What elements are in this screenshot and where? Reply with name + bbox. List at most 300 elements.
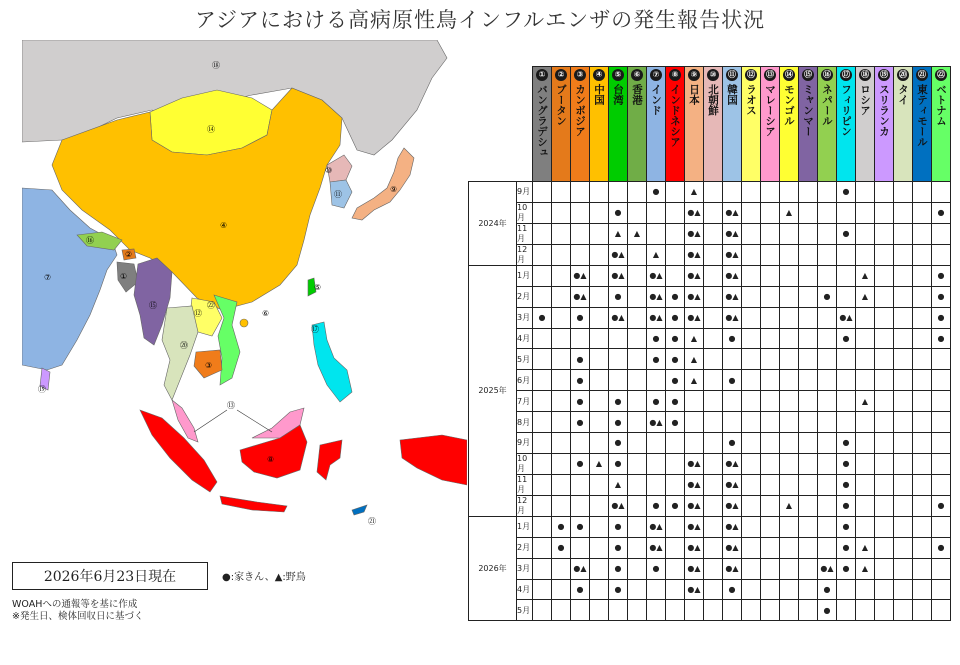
outbreak-cell [742, 349, 761, 370]
country-name: インド [650, 84, 662, 116]
outbreak-cell: ●▲ [685, 558, 704, 579]
outbreak-cell [780, 453, 799, 474]
outbreak-cell [799, 182, 818, 203]
outbreak-cell [913, 495, 932, 516]
outbreak-cell [666, 202, 685, 223]
outbreak-cell: ●▲ [609, 495, 628, 516]
outbreak-cell [628, 495, 647, 516]
outbreak-cell [818, 182, 837, 203]
outbreak-cell [628, 244, 647, 265]
table-row [469, 412, 951, 433]
outbreak-cell [590, 182, 609, 203]
outbreak-cell [666, 474, 685, 495]
country-header [761, 67, 780, 182]
outbreak-cell [723, 600, 742, 621]
outbreak-cell: ●▲ [685, 453, 704, 474]
country-name: ネパール [821, 84, 833, 126]
outbreak-cell [913, 453, 932, 474]
country-header-inner [685, 67, 703, 105]
region-hong-kong [240, 319, 248, 327]
outbreak-cell [894, 600, 913, 621]
outbreak-cell: ●▲ [685, 307, 704, 328]
country-header [742, 67, 761, 182]
outbreak-cell [609, 600, 628, 621]
outbreak-cell [552, 202, 571, 223]
outbreak-cell [818, 391, 837, 412]
outbreak-grid [468, 66, 951, 621]
outbreak-cell [647, 202, 666, 223]
outbreak-cell [704, 391, 723, 412]
outbreak-cell [666, 433, 685, 454]
country-header-inner [799, 67, 817, 137]
country-header-inner [628, 67, 646, 105]
outbreak-cell [704, 600, 723, 621]
year-label: 2026年 [469, 516, 517, 620]
outbreak-cell [742, 453, 761, 474]
outbreak-cell [628, 307, 647, 328]
outbreak-cell [875, 558, 894, 579]
country-number: ⑪ [728, 70, 736, 79]
outbreak-cell: ▲ [685, 349, 704, 370]
outbreak-cell: ▲ [856, 286, 875, 307]
outbreak-cell [799, 558, 818, 579]
outbreak-cell [894, 307, 913, 328]
outbreak-cell [761, 244, 780, 265]
outbreak-cell [647, 433, 666, 454]
country-header [647, 67, 666, 182]
country-header [571, 67, 590, 182]
country-header-inner [818, 67, 836, 126]
outbreak-cell [704, 495, 723, 516]
outbreak-cell [913, 286, 932, 307]
outbreak-cell [647, 453, 666, 474]
outbreak-cell [628, 474, 647, 495]
month-label: 4月 [517, 328, 533, 349]
month-label: 8月 [517, 412, 533, 433]
country-header-inner [571, 67, 589, 137]
outbreak-cell [894, 537, 913, 558]
outbreak-cell: ●▲ [685, 579, 704, 600]
outbreak-cell [723, 412, 742, 433]
outbreak-cell [666, 516, 685, 537]
outbreak-cell: ● [818, 579, 837, 600]
outbreak-cell [875, 433, 894, 454]
table-row [469, 537, 951, 558]
outbreak-cell [628, 202, 647, 223]
outbreak-cell [875, 244, 894, 265]
outbreak-cell: ●▲ [685, 202, 704, 223]
outbreak-cell: ●▲ [723, 474, 742, 495]
country-name: マレーシア [764, 84, 776, 137]
country-number: ⑥ [631, 69, 643, 81]
table-row [469, 202, 951, 223]
outbreak-cell [856, 244, 875, 265]
outbreak-cell [875, 391, 894, 412]
outbreak-cell [856, 495, 875, 516]
outbreak-cell [666, 537, 685, 558]
map-label-india: ⑦ [44, 273, 52, 282]
country-number: ㉑ [918, 70, 926, 79]
outbreak-cell [761, 433, 780, 454]
outbreak-cell: ● [647, 182, 666, 203]
outbreak-cell [780, 286, 799, 307]
outbreak-cell [837, 579, 856, 600]
outbreak-cell [875, 516, 894, 537]
country-number: ⑦ [650, 69, 662, 81]
country-name: バングラデシュ [536, 84, 548, 158]
outbreak-cell [609, 349, 628, 370]
outbreak-cell [932, 349, 951, 370]
country-name: 香港 [631, 84, 643, 105]
outbreak-cell [856, 433, 875, 454]
map-label-vietnam: ㉒ [207, 301, 215, 310]
outbreak-cell: ● [723, 433, 742, 454]
country-header [704, 67, 723, 182]
outbreak-cell [875, 223, 894, 244]
outbreak-cell [761, 223, 780, 244]
outbreak-cell [609, 182, 628, 203]
outbreak-cell: ▲ [685, 182, 704, 203]
outbreak-cell: ● [609, 453, 628, 474]
outbreak-cell [628, 453, 647, 474]
outbreak-cell [647, 370, 666, 391]
month-label: 9月 [517, 182, 533, 203]
outbreak-cell [704, 558, 723, 579]
outbreak-cell [894, 328, 913, 349]
country-name: スリランカ [878, 84, 890, 137]
outbreak-cell: ● [837, 474, 856, 495]
outbreak-cell [571, 202, 590, 223]
outbreak-cell [780, 307, 799, 328]
source-note: WOAHへの通報等を基に作成 [12, 599, 138, 610]
outbreak-cell: ● [837, 182, 856, 203]
outbreak-cell [552, 412, 571, 433]
outbreak-cell [799, 579, 818, 600]
outbreak-cell [894, 182, 913, 203]
outbreak-cell [666, 182, 685, 203]
outbreak-cell [666, 558, 685, 579]
outbreak-cell [894, 516, 913, 537]
outbreak-cell [742, 370, 761, 391]
outbreak-cell: ● [723, 370, 742, 391]
country-number: ⑲ [880, 70, 888, 79]
outbreak-cell [894, 244, 913, 265]
country-header [723, 67, 742, 182]
month-label: 10月 [517, 453, 533, 474]
outbreak-cell [913, 474, 932, 495]
outbreak-cell [780, 474, 799, 495]
outbreak-cell [932, 244, 951, 265]
outbreak-cell: ●▲ [723, 453, 742, 474]
outbreak-cell [780, 391, 799, 412]
map-label-sri-lanka: ⑲ [38, 385, 46, 394]
country-header [818, 67, 837, 182]
country-header [609, 67, 628, 182]
outbreak-cell [818, 307, 837, 328]
outbreak-cell [761, 537, 780, 558]
outbreak-cell [894, 391, 913, 412]
country-header [799, 67, 818, 182]
month-label: 12月 [517, 244, 533, 265]
month-label: 5月 [517, 600, 533, 621]
outbreak-cell [875, 600, 894, 621]
outbreak-cell [742, 474, 761, 495]
outbreak-cell [780, 537, 799, 558]
outbreak-cell [628, 328, 647, 349]
outbreak-cell: ●▲ [723, 516, 742, 537]
outbreak-cell [533, 433, 552, 454]
outbreak-cell [647, 474, 666, 495]
outbreak-cell: ▲ [647, 244, 666, 265]
outbreak-cell [552, 370, 571, 391]
outbreak-cell [571, 600, 590, 621]
outbreak-cell [533, 495, 552, 516]
outbreak-cell [856, 579, 875, 600]
outbreak-cell [818, 223, 837, 244]
outbreak-cell [837, 370, 856, 391]
outbreak-cell [875, 265, 894, 286]
outbreak-cell [875, 349, 894, 370]
outbreak-table [468, 66, 951, 621]
outbreak-cell [533, 412, 552, 433]
outbreak-cell [761, 286, 780, 307]
table-row [469, 600, 951, 621]
outbreak-cell [837, 265, 856, 286]
outbreak-cell: ●▲ [723, 265, 742, 286]
outbreak-cell: ● [609, 391, 628, 412]
outbreak-cell [571, 433, 590, 454]
outbreak-cell [818, 474, 837, 495]
outbreak-cell [742, 328, 761, 349]
outbreak-cell: ● [837, 223, 856, 244]
outbreak-cell: ●▲ [647, 307, 666, 328]
outbreak-cell [533, 453, 552, 474]
country-number: ⑯ [823, 70, 831, 79]
year-label: 2024年 [469, 182, 517, 266]
month-label: 12月 [517, 495, 533, 516]
outbreak-cell [780, 433, 799, 454]
outbreak-cell [799, 391, 818, 412]
map-label-north-korea: ⑩ [325, 166, 333, 175]
outbreak-cell [875, 307, 894, 328]
outbreak-cell [742, 412, 761, 433]
outbreak-cell [609, 370, 628, 391]
outbreak-cell [590, 223, 609, 244]
month-label: 9月 [517, 433, 533, 454]
country-name: タイ [897, 84, 909, 105]
outbreak-cell [590, 516, 609, 537]
outbreak-cell [590, 391, 609, 412]
outbreak-cell: ●▲ [723, 537, 742, 558]
map-label-bangladesh: ① [120, 272, 128, 281]
outbreak-cell: ● [647, 495, 666, 516]
outbreak-cell [704, 370, 723, 391]
outbreak-cell [590, 412, 609, 433]
outbreak-cell [685, 600, 704, 621]
map-label-nepal: ⑯ [86, 236, 94, 245]
outbreak-cell [761, 579, 780, 600]
outbreak-cell: ● [666, 495, 685, 516]
symbol-legend: ●:家きん、▲:野鳥 [222, 572, 306, 583]
outbreak-cell: ● [571, 453, 590, 474]
outbreak-cell [552, 558, 571, 579]
outbreak-cell [552, 307, 571, 328]
country-number: ⑱ [861, 70, 869, 79]
outbreak-cell [704, 474, 723, 495]
country-name: ベトナム [935, 84, 947, 126]
outbreak-cell [628, 182, 647, 203]
outbreak-cell [552, 244, 571, 265]
outbreak-cell [780, 370, 799, 391]
outbreak-cell [875, 412, 894, 433]
outbreak-cell: ● [932, 537, 951, 558]
month-label: 4月 [517, 579, 533, 600]
outbreak-cell [875, 537, 894, 558]
outbreak-cell: ●▲ [723, 223, 742, 244]
outbreak-cell: ● [932, 495, 951, 516]
country-header [552, 67, 571, 182]
outbreak-cell [913, 223, 932, 244]
outbreak-cell [818, 328, 837, 349]
outbreak-cell: ●▲ [723, 495, 742, 516]
asia-map [22, 40, 467, 540]
outbreak-cell [894, 412, 913, 433]
outbreak-cell [856, 600, 875, 621]
country-number: ⑨ [688, 69, 700, 81]
outbreak-cell [742, 391, 761, 412]
outbreak-cell [799, 495, 818, 516]
outbreak-cell: ●▲ [723, 558, 742, 579]
outbreak-cell [533, 244, 552, 265]
outbreak-cell [666, 265, 685, 286]
outbreak-cell [799, 244, 818, 265]
outbreak-cell: ●▲ [647, 412, 666, 433]
country-header [856, 67, 875, 182]
outbreak-cell [742, 537, 761, 558]
outbreak-cell [913, 265, 932, 286]
outbreak-cell [913, 579, 932, 600]
outbreak-cell [761, 328, 780, 349]
outbreak-cell [894, 223, 913, 244]
outbreak-cell [590, 600, 609, 621]
country-name: カンボジア [574, 84, 586, 137]
outbreak-cell [533, 328, 552, 349]
country-name: インドネシア [669, 84, 681, 147]
outbreak-cell [818, 370, 837, 391]
outbreak-cell: ●▲ [818, 558, 837, 579]
outbreak-cell [799, 412, 818, 433]
outbreak-cell [856, 370, 875, 391]
outbreak-cell [856, 412, 875, 433]
outbreak-cell: ● [609, 202, 628, 223]
outbreak-cell [913, 349, 932, 370]
outbreak-cell [552, 453, 571, 474]
outbreak-cell [590, 579, 609, 600]
outbreak-cell [818, 495, 837, 516]
outbreak-cell: ●▲ [647, 265, 666, 286]
outbreak-cell [552, 600, 571, 621]
outbreak-cell: ● [666, 391, 685, 412]
outbreak-cell [742, 495, 761, 516]
outbreak-cell [628, 265, 647, 286]
outbreak-cell [533, 370, 552, 391]
country-name: 台湾 [612, 84, 624, 105]
outbreak-cell [590, 433, 609, 454]
outbreak-cell [837, 202, 856, 223]
country-header [913, 67, 932, 182]
outbreak-cell [533, 349, 552, 370]
outbreak-cell [571, 495, 590, 516]
country-name: 中国 [593, 84, 605, 105]
outbreak-cell [704, 286, 723, 307]
outbreak-cell [761, 516, 780, 537]
country-header-inner [723, 67, 741, 105]
table-row [469, 265, 951, 286]
country-header-inner [932, 67, 950, 126]
outbreak-cell: ●▲ [647, 516, 666, 537]
outbreak-cell [704, 537, 723, 558]
month-label: 2月 [517, 286, 533, 307]
outbreak-cell: ● [932, 286, 951, 307]
outbreak-cell [856, 349, 875, 370]
outbreak-cell [875, 182, 894, 203]
table-row [469, 391, 951, 412]
outbreak-cell [533, 600, 552, 621]
outbreak-cell [571, 244, 590, 265]
table-row [469, 328, 951, 349]
outbreak-cell: ●▲ [723, 286, 742, 307]
outbreak-cell [533, 558, 552, 579]
outbreak-cell [932, 474, 951, 495]
country-header [780, 67, 799, 182]
map-label-thailand: ⑳ [180, 341, 188, 350]
outbreak-cell [856, 307, 875, 328]
outbreak-cell [628, 516, 647, 537]
outbreak-cell: ● [571, 370, 590, 391]
outbreak-cell: ● [571, 349, 590, 370]
outbreak-cell [856, 202, 875, 223]
outbreak-cell [761, 453, 780, 474]
outbreak-cell [742, 265, 761, 286]
outbreak-cell [761, 307, 780, 328]
outbreak-cell [590, 307, 609, 328]
outbreak-cell: ●▲ [685, 286, 704, 307]
outbreak-cell [533, 516, 552, 537]
outbreak-cell: ●▲ [609, 265, 628, 286]
outbreak-cell [704, 579, 723, 600]
outbreak-cell [666, 453, 685, 474]
outbreak-cell: ● [609, 286, 628, 307]
outbreak-cell [666, 223, 685, 244]
outbreak-cell: ● [837, 328, 856, 349]
outbreak-cell: ▲ [609, 223, 628, 244]
outbreak-cell [799, 223, 818, 244]
outbreak-cell [780, 600, 799, 621]
outbreak-cell [590, 370, 609, 391]
outbreak-cell [932, 453, 951, 474]
country-name: フィリピン [840, 84, 852, 137]
outbreak-cell [913, 328, 932, 349]
country-name: ラオス [745, 84, 757, 116]
outbreak-cell [628, 349, 647, 370]
outbreak-cell [533, 391, 552, 412]
country-number: ⑧ [669, 69, 681, 81]
outbreak-cell [894, 453, 913, 474]
outbreak-cell: ● [647, 558, 666, 579]
country-header-inner [761, 67, 779, 137]
country-header-inner [837, 67, 855, 137]
outbreak-cell [590, 244, 609, 265]
